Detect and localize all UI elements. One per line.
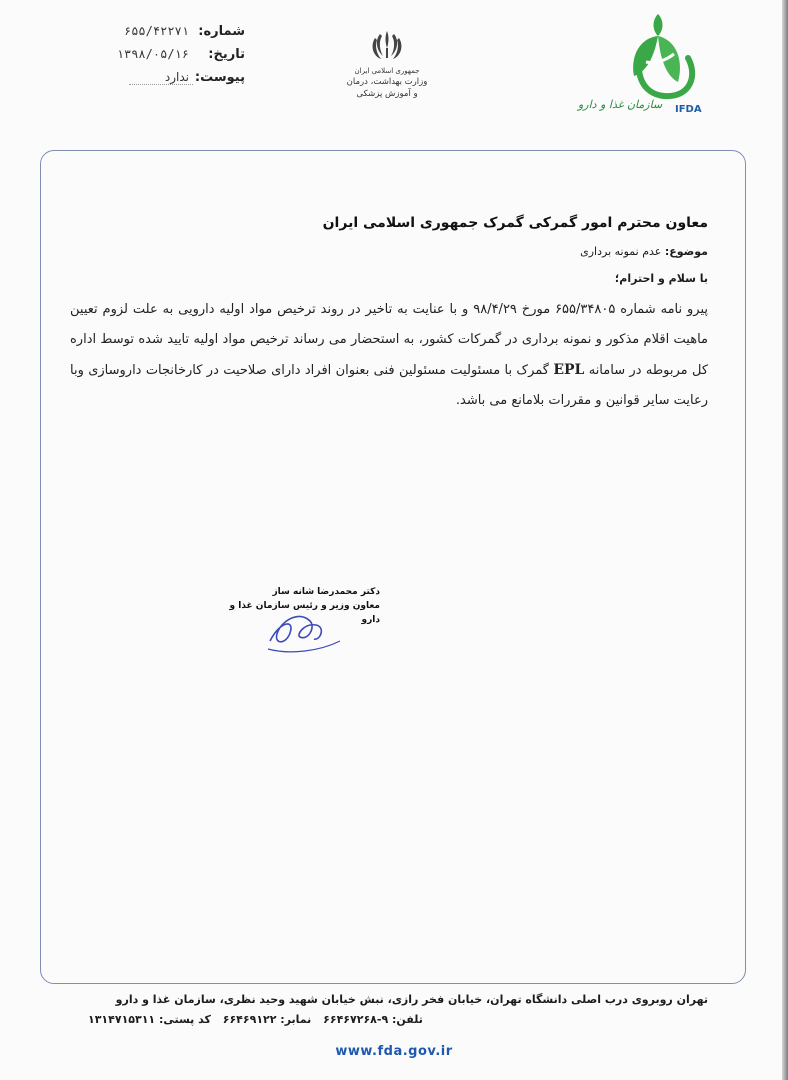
letter-recipient: معاون محترم امور گمرکی گمرک جمهوری اسلامی ایران [322, 215, 708, 231]
letter-attachment-row [95, 70, 245, 93]
signatory-name: دکتر محمدرضا شانه ساز [272, 587, 380, 597]
letter-footer [80, 990, 708, 1030]
letter-subject [70, 245, 708, 258]
handwritten-signature-icon [260, 601, 350, 661]
signatory-title: معاون وزیر و رئیس سازمان غذا و دارو [229, 601, 380, 625]
footer-website: www.fda.gov.ir [335, 1044, 453, 1059]
ministry-header [322, 28, 452, 100]
ministry-name-line1: وزارت بهداشت، درمان [346, 77, 428, 87]
ifda-logo-abbr: IFDA [675, 104, 702, 115]
letter-meta [95, 24, 245, 93]
letter-body-part2: گمرک با مسئولیت مسئولین فنی بعنوان افراد دارای صلاحیت در کارخانجات داروسازی وبا رعایت سایر قوانین و مقررات بلامانع می باشد. [70, 363, 708, 408]
signature-block [210, 585, 380, 627]
letter-content [70, 215, 708, 416]
ifda-logo-caption: سازمان غذا و دارو [578, 98, 663, 111]
letter-date-row [95, 47, 245, 70]
letter-attachment-label: پیوست: [194, 70, 245, 85]
letter-body-epl: EPL [553, 362, 585, 378]
footer-phone: تلفن: ۹-۶۶۴۶۷۲۶۸ [323, 1013, 423, 1026]
subject-value: عدم نمونه برداری [580, 245, 662, 258]
letter-number-value: ۶۵۵/۴۲۲۷۱ [123, 24, 189, 38]
footer-postal-code: کد پستی: ۱۳۱۴۷۱۵۳۱۱ [88, 1013, 211, 1026]
iran-emblem-icon [369, 28, 405, 62]
letter-number-label: شماره: [198, 24, 245, 39]
page-shadow-edge [782, 0, 788, 1080]
ifda-leaf-icon [633, 14, 692, 96]
letter-body-part1: پیرو نامه شماره ۶۵۵/۳۴۸۰۵ مورخ ۹۸/۴/۲۹ و با عنایت به تاخیر در روند ترخیص مواد اولیه دارویی به علت لزوم تعیین ماهیت اقلام مذکور و نمونه برداری در گمرکات کشور، به استحضار می رساند ترخیص مواد اولیه تایید شده توسط اداره کل مربوطه در سامانه [70, 302, 709, 378]
letter-body [70, 295, 708, 416]
subject-label: موضوع: [664, 245, 708, 258]
letter-number-row [95, 24, 245, 47]
footer-address: تهران روبروی درب اصلی دانشگاه تهران، خیابان فخر رازی، نبش خیابان شهید وحید نظری، سازمان غذا و دارو [115, 993, 708, 1006]
footer-contact [80, 1010, 708, 1030]
ministry-name-line2: و آموزش پزشکی [356, 89, 418, 99]
letter-greeting: با سلام و احترام؛ [614, 272, 708, 285]
letter-attachment-value: ندارد [129, 70, 193, 85]
ministry-country: جمهوری اسلامی ایران [354, 67, 420, 75]
footer-fax: نمابر: ۶۶۴۶۹۱۲۲ [222, 1013, 312, 1026]
letter-date-label: تاریخ: [208, 47, 245, 62]
letter-date-value: ۱۳۹۸/۰۵/۱۶ [116, 47, 189, 61]
